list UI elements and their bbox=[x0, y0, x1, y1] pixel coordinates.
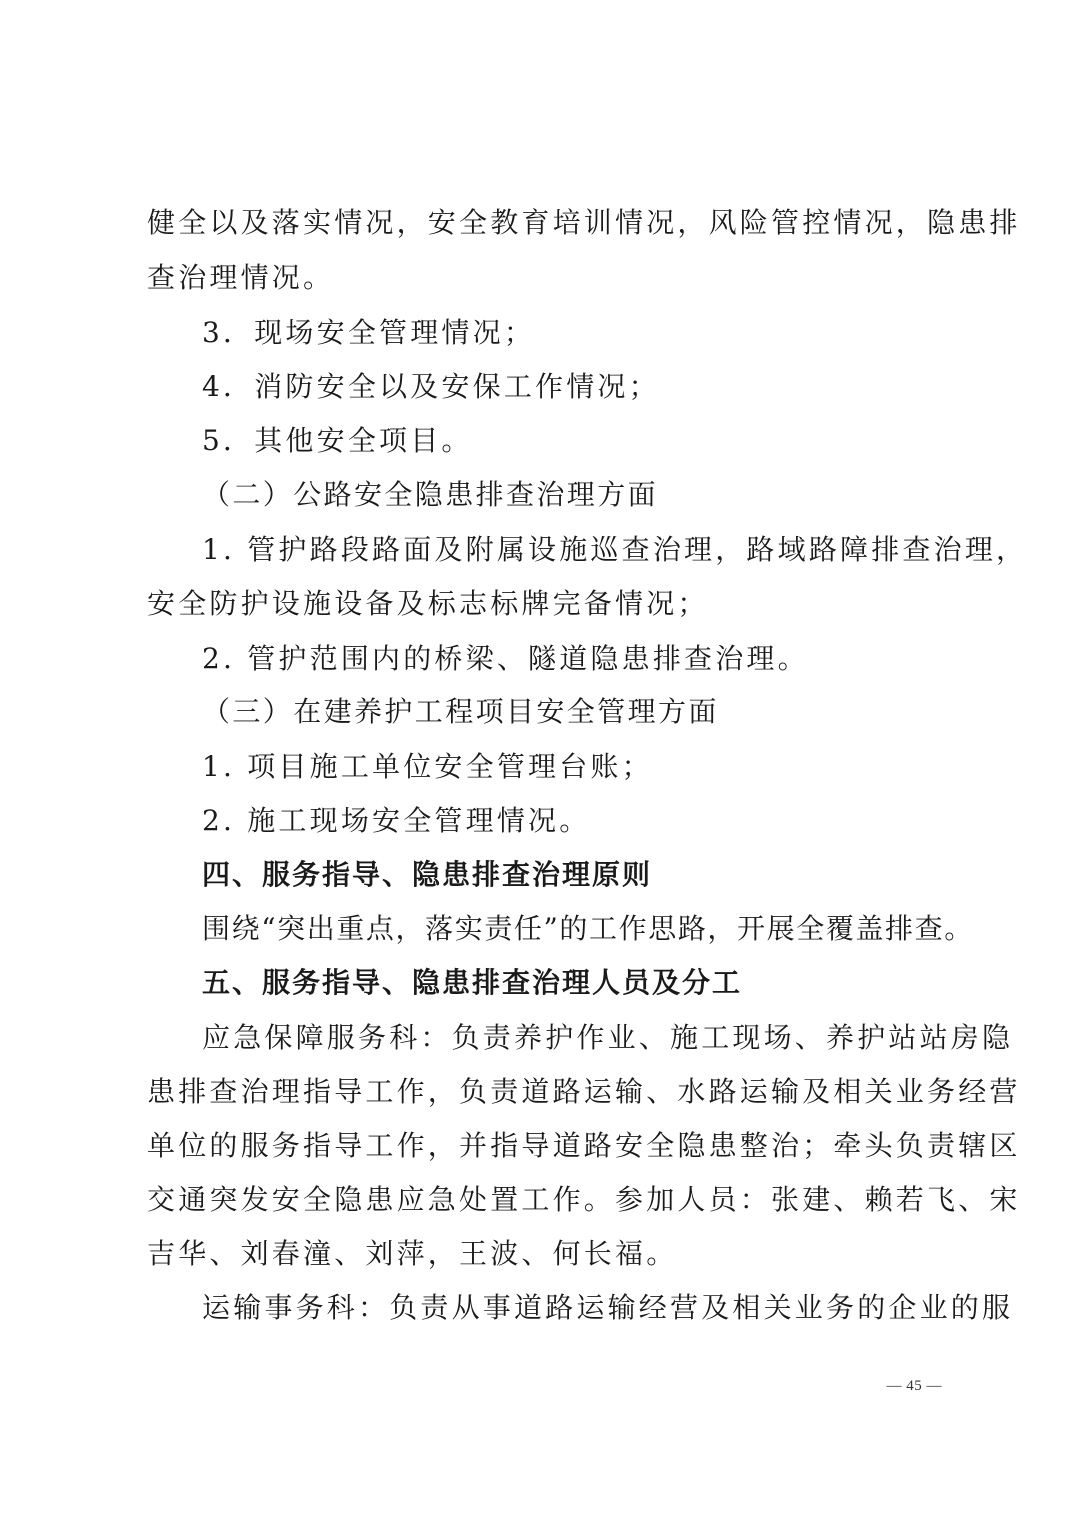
body-text-line: 围绕“突出重点，落实责任”的工作思路，开展全覆盖排查。 bbox=[202, 912, 974, 945]
body-text-line: 运输事务科：负责从事道路运输经营及相关业务的企业的服 bbox=[202, 1291, 1014, 1324]
list-item: 2. 施工现场安全管理情况。 bbox=[202, 804, 591, 837]
body-text-line: 患排查治理指导工作，负责道路运输、水路运输及相关业务经营 bbox=[147, 1075, 1021, 1108]
section-heading: 四、服务指导、隐患排查治理原则 bbox=[202, 858, 653, 891]
list-item: 4．消防安全以及安保工作情况； bbox=[202, 370, 660, 403]
list-item: 1. 项目施工单位安全管理台账； bbox=[202, 750, 653, 783]
list-item: 2. 管护范围内的桥梁、隧道隐患排查治理。 bbox=[202, 642, 809, 675]
body-text-line: 查治理情况。 bbox=[147, 261, 335, 294]
list-item: 5．其他安全项目。 bbox=[202, 424, 473, 457]
body-text-line: 单位的服务指导工作，并指导道路安全隐患整治；牵头负责辖区 bbox=[147, 1129, 1021, 1162]
page-number: — 45 — bbox=[886, 1378, 942, 1394]
section-subheading: （二）公路安全隐患排查治理方面 bbox=[202, 478, 659, 511]
body-text-line: 应急保障服务科：负责养护作业、施工现场、养护站站房隐 bbox=[202, 1021, 1014, 1054]
list-item: 1. 管护路段路面及附属设施巡查治理，路域路障排查治理， bbox=[202, 533, 1028, 566]
section-subheading: （三）在建养护工程项目安全管理方面 bbox=[202, 695, 719, 728]
body-text-line: 健全以及落实情况，安全教育培训情况，风险管控情况，隐患排 bbox=[147, 206, 1021, 239]
body-text-line: 安全防护设施设备及标志标牌完备情况； bbox=[147, 587, 709, 620]
list-item: 3．现场安全管理情况； bbox=[202, 316, 536, 349]
body-text-line: 吉华、刘春潼、刘萍，王波、何长福。 bbox=[147, 1237, 678, 1270]
body-text-line: 交通突发安全隐患应急处置工作。参加人员：张建、赖若飞、宋 bbox=[147, 1183, 1021, 1216]
section-heading: 五、服务指导、隐患排查治理人员及分工 bbox=[202, 966, 743, 999]
